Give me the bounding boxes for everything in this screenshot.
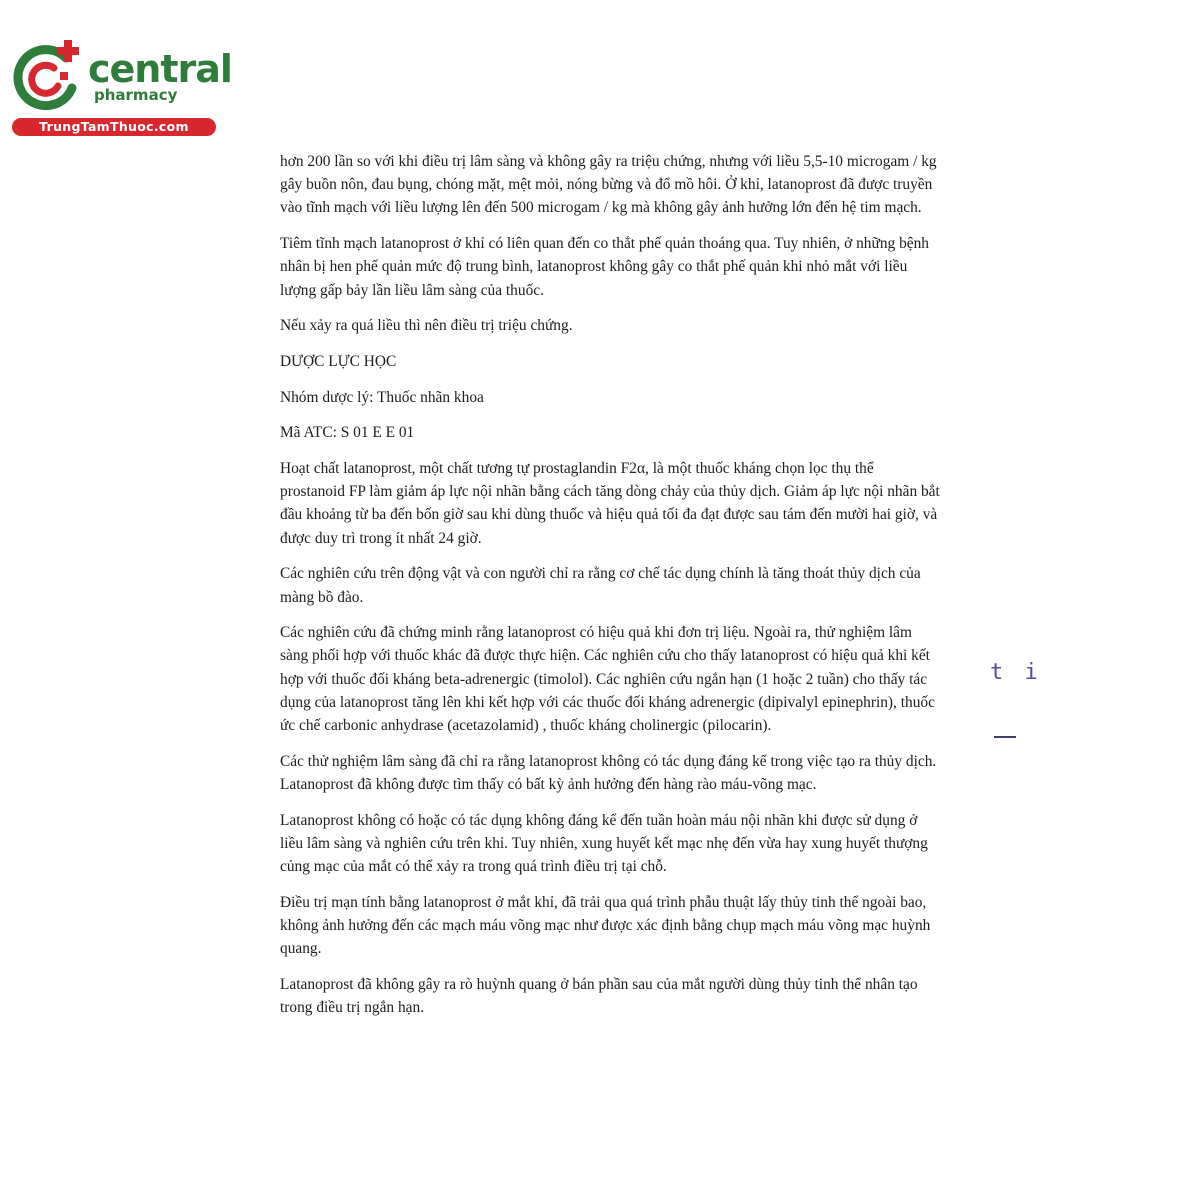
paragraph-uveoscleral-outflow: Các nghiên cứu trên động vật và con người chỉ ra rằng cơ chế tác dụng chính là tăng thoát thủy dịch của màng bồ đào. [280,565,921,606]
paragraph-combination-therapy: Các nghiên cứu đã chứng minh rằng latanoprost có hiệu quả khi đơn trị liệu. Ngoài ra, thử nghiệm lâm sàng phối hợp với thuốc khác đã được thực hiện. Các nghiên cứu cho thấy latanoprost có hiệu quả khi kết hợp với thuốc đối kháng beta-adrenergic (timolol). Các nghiên cứu ngắn hạn (1 hoặc 2 tuần) cho thấy tác dụng của latanoprost tăng lên khi kết hợp với các thuốc đối kháng adrenergic (dipivalyl epinephrin), thuốc ức chế carbonic anhydrase (acetazolamid) , thuốc kháng cholinergic (pilocarin). [280,624,935,735]
brand-website-badge: TrungTamThuoc.com [12,118,216,136]
paragraph-atc-code: Mã ATC: S 01 E E 01 [280,424,415,442]
paragraph-overdose-treatment: Nếu xảy ra quá liều thì nên điều trị triệu chứng. [280,317,573,335]
paragraph-aqueous-production: Các thử nghiệm lâm sàng đã chỉ ra rằng latanoprost không có tác dụng đáng kể trong việc tạo ra thủy dịch. Latanoprost đã không được tìm thấy có bất kỳ ảnh hưởng đến hàng rào máu-võng mạc. [280,752,937,793]
paragraph-overdose-symptoms: hơn 200 lần so với khi điều trị lâm sàng và không gây ra triệu chứng, nhưng với liều 5,5-10 microgam / kg gây buồn nôn, đau bụng, chóng mặt, mệt mỏi, nóng bừng và đổ mồ hôi. Ở khỉ, latanoprost đã được truyền vào tĩnh mạch với liều lượng lên đến 500 microgam / kg mà không gây ảnh hưởng lớn đến hệ tim mạch. [280,153,937,217]
brand-subtitle: pharmacy [94,86,178,104]
margin-dash-mark [994,736,1016,738]
brand-name: central [88,47,232,91]
section-heading-pharmacodynamics: DƯỢC LỰC HỌC [280,352,397,370]
brand-logo [8,36,232,136]
paragraph-ocular-circulation: Latanoprost không có hoặc có tác dụng không đáng kể đến tuần hoàn máu nội nhãn khi được sử dụng ở liều lâm sàng và nghiên cứu trên khỉ. Tuy nhiên, xung huyết kết mạc nhẹ đến vừa hay xung huyết thượng củng mạc của mắt có thể xảy ra trong quá trình điều trị tại chỗ. [280,811,928,876]
paragraph-pharmacologic-group: Nhóm dược lý: Thuốc nhãn khoa [280,388,484,406]
paragraph-bronchospasm: Tiêm tĩnh mạch latanoprost ở khỉ có liên quan đến co thắt phế quản thoáng qua. Tuy nhiên, ở những bệnh nhân bị hen phế quản mức độ trung bình, latanoprost không gây co thắt phế quản khi nhỏ mắt với liều lượng gấp bảy lần liều lâm sàng của thuốc. [280,235,929,299]
paragraph-mechanism: Hoạt chất latanoprost, một chất tương tự prostaglandin F2α, là một thuốc kháng chọn lọc thụ thể prostanoid FP làm giảm áp lực nội nhãn bằng cách tăng dòng chảy của thủy dịch. Giảm áp lực nội nhãn bắt đầu khoảng từ ba đến bốn giờ sau khi dùng thuốc và hiệu quả tối đa đạt được sau tám đến mười hai giờ, và được duy trì trong ít nhất 24 giờ. [280,460,940,547]
document-body [280,150,940,1032]
paragraph-fluorescein-leakage: Latanoprost đã không gây ra rò huỳnh quang ở bán phần sau của mắt người dùng thủy tinh thể nhân tạo trong điều trị ngắn hạn. [280,975,918,1017]
paragraph-chronic-treatment: Điều trị mạn tính bằng latanoprost ở mắt khỉ, đã trải qua quá trình phẫu thuật lấy thủy tinh thể ngoài bao, không ảnh hưởng đến các mạch máu võng mạc như được xác định bằng chụp mạch máu võng mạc huỳnh quang. [280,893,931,958]
margin-stamp-letters: t i [990,660,1042,685]
central-pharmacy-logo-icon [8,36,90,118]
